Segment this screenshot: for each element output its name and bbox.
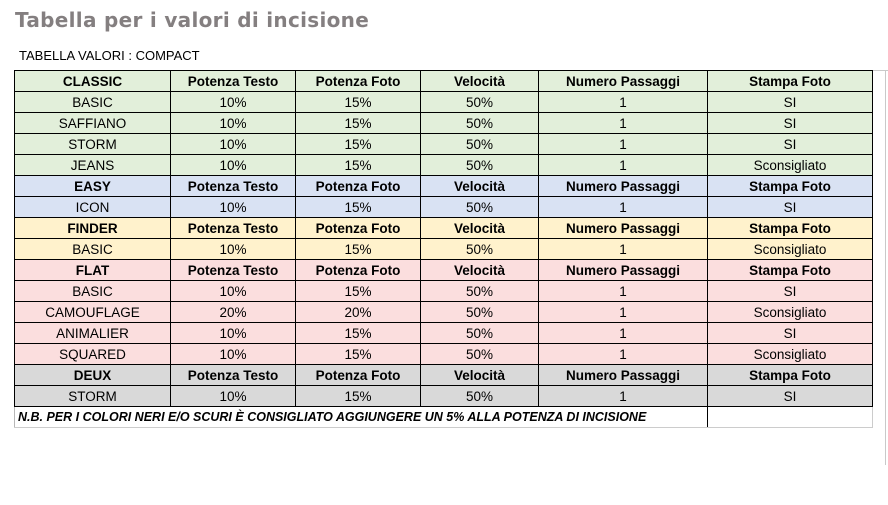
model-name-cell[interactable]: ICON [15, 197, 171, 218]
model-name-cell[interactable]: JEANS [15, 155, 171, 176]
value-cell[interactable]: 10% [171, 386, 296, 407]
value-cell[interactable]: SI [708, 92, 873, 113]
value-cell[interactable]: 10% [171, 113, 296, 134]
model-name-cell[interactable]: BASIC [15, 239, 171, 260]
section-header-row [15, 365, 873, 386]
column-header-cell[interactable]: Velocità [421, 71, 539, 92]
value-cell[interactable]: 15% [296, 281, 421, 302]
data-row [15, 239, 873, 260]
value-cell[interactable]: Sconsigliato [708, 155, 873, 176]
page-title: Tabella per i valori di incisione [15, 8, 370, 32]
value-cell[interactable]: 1 [539, 155, 708, 176]
value-cell[interactable]: 10% [171, 239, 296, 260]
spreadsheet-gridline-right [885, 70, 886, 465]
data-row [15, 113, 873, 134]
column-header-cell[interactable]: Potenza Foto [296, 260, 421, 281]
engraving-values-table [14, 70, 873, 428]
section-header-row [15, 260, 873, 281]
value-cell[interactable]: 50% [421, 197, 539, 218]
value-cell[interactable]: 1 [539, 239, 708, 260]
column-header-cell[interactable]: Potenza Testo [171, 218, 296, 239]
column-header-cell[interactable]: Stampa Foto [708, 365, 873, 386]
column-header-cell[interactable]: Potenza Testo [171, 71, 296, 92]
section-header-row [15, 71, 873, 92]
value-cell[interactable]: SI [708, 323, 873, 344]
section-header-row [15, 176, 873, 197]
section-name-cell[interactable]: FINDER [15, 218, 171, 239]
value-cell[interactable]: 1 [539, 281, 708, 302]
footer-note-cell: N.B. PER I COLORI NERI E/O SCURI È CONSIGLIATO AGGIUNGERE UN 5% ALLA POTENZA DI INCISIONE [15, 407, 708, 428]
section-name-cell[interactable]: FLAT [15, 260, 171, 281]
model-name-cell[interactable]: BASIC [15, 281, 171, 302]
value-cell[interactable]: 15% [296, 344, 421, 365]
value-cell[interactable]: 10% [171, 155, 296, 176]
section-header-row [15, 218, 873, 239]
section-name-cell[interactable]: EASY [15, 176, 171, 197]
value-cell[interactable]: 50% [421, 113, 539, 134]
data-row [15, 323, 873, 344]
value-cell[interactable]: 10% [171, 134, 296, 155]
column-header-cell[interactable]: Velocità [421, 176, 539, 197]
value-cell[interactable]: 15% [296, 386, 421, 407]
model-name-cell[interactable]: SAFFIANO [15, 113, 171, 134]
data-row [15, 92, 873, 113]
value-cell[interactable]: Sconsigliato [708, 239, 873, 260]
column-header-cell[interactable]: Potenza Foto [296, 218, 421, 239]
value-cell[interactable]: 50% [421, 323, 539, 344]
value-cell[interactable]: 10% [171, 197, 296, 218]
footer-empty-cell [708, 407, 873, 428]
value-cell[interactable]: SI [708, 281, 873, 302]
value-cell[interactable]: 15% [296, 134, 421, 155]
column-header-cell[interactable]: Stampa Foto [708, 71, 873, 92]
data-row [15, 197, 873, 218]
model-name-cell[interactable]: SQUARED [15, 344, 171, 365]
column-header-cell[interactable]: Potenza Testo [171, 260, 296, 281]
footer-note-row [15, 407, 873, 428]
model-name-cell[interactable]: STORM [15, 386, 171, 407]
column-header-cell[interactable]: Velocità [421, 218, 539, 239]
value-cell[interactable]: 15% [296, 239, 421, 260]
model-name-cell[interactable]: BASIC [15, 92, 171, 113]
data-row [15, 302, 873, 323]
column-header-cell[interactable]: Stampa Foto [708, 218, 873, 239]
value-cell[interactable]: SI [708, 134, 873, 155]
column-header-cell[interactable]: Numero Passaggi [539, 260, 708, 281]
data-row [15, 155, 873, 176]
column-header-cell[interactable]: Potenza Foto [296, 71, 421, 92]
value-cell[interactable]: Sconsigliato [708, 344, 873, 365]
value-cell[interactable]: 10% [171, 323, 296, 344]
data-row [15, 281, 873, 302]
value-cell[interactable]: SI [708, 386, 873, 407]
column-header-cell[interactable]: Potenza Testo [171, 176, 296, 197]
value-cell[interactable]: 1 [539, 92, 708, 113]
value-cell[interactable]: 50% [421, 155, 539, 176]
value-cell[interactable]: 15% [296, 92, 421, 113]
model-name-cell[interactable]: CAMOUFLAGE [15, 302, 171, 323]
column-header-cell[interactable]: Velocità [421, 365, 539, 386]
value-cell[interactable]: 50% [421, 344, 539, 365]
column-header-cell[interactable]: Potenza Testo [171, 365, 296, 386]
value-cell[interactable]: 1 [539, 323, 708, 344]
value-cell[interactable]: 15% [296, 155, 421, 176]
value-cell[interactable]: 1 [539, 344, 708, 365]
value-cell[interactable]: 50% [421, 281, 539, 302]
value-cell[interactable]: Sconsigliato [708, 302, 873, 323]
section-name-cell[interactable]: DEUX [15, 365, 171, 386]
value-cell[interactable]: 15% [296, 323, 421, 344]
value-cell[interactable]: 1 [539, 197, 708, 218]
value-cell[interactable]: 1 [539, 134, 708, 155]
model-name-cell[interactable]: STORM [15, 134, 171, 155]
column-header-cell[interactable]: Potenza Foto [296, 176, 421, 197]
column-header-cell[interactable]: Stampa Foto [708, 260, 873, 281]
value-cell[interactable]: 10% [171, 281, 296, 302]
value-cell[interactable]: SI [708, 113, 873, 134]
column-header-cell[interactable]: Numero Passaggi [539, 71, 708, 92]
value-cell[interactable]: 1 [539, 302, 708, 323]
data-row [15, 386, 873, 407]
column-header-cell[interactable]: Numero Passaggi [539, 176, 708, 197]
sheet-subtitle: TABELLA VALORI : COMPACT [19, 48, 200, 63]
value-cell[interactable]: 1 [539, 113, 708, 134]
column-header-cell[interactable]: Velocità [421, 260, 539, 281]
value-cell[interactable]: 10% [171, 344, 296, 365]
section-name-cell[interactable]: CLASSIC [15, 71, 171, 92]
data-row [15, 344, 873, 365]
value-cell[interactable]: 1 [539, 386, 708, 407]
data-row [15, 134, 873, 155]
value-cell[interactable]: SI [708, 197, 873, 218]
model-name-cell[interactable]: ANIMALIER [15, 323, 171, 344]
value-cell[interactable]: 15% [296, 113, 421, 134]
value-cell[interactable]: 50% [421, 239, 539, 260]
column-header-cell[interactable]: Stampa Foto [708, 176, 873, 197]
value-cell[interactable]: 20% [171, 302, 296, 323]
value-cell[interactable]: 50% [421, 92, 539, 113]
column-header-cell[interactable]: Numero Passaggi [539, 365, 708, 386]
value-cell[interactable]: 20% [296, 302, 421, 323]
value-cell[interactable]: 10% [171, 92, 296, 113]
value-cell[interactable]: 50% [421, 134, 539, 155]
column-header-cell[interactable]: Potenza Foto [296, 365, 421, 386]
column-header-cell[interactable]: Numero Passaggi [539, 218, 708, 239]
value-cell[interactable]: 50% [421, 386, 539, 407]
value-cell[interactable]: 50% [421, 302, 539, 323]
value-cell[interactable]: 15% [296, 197, 421, 218]
